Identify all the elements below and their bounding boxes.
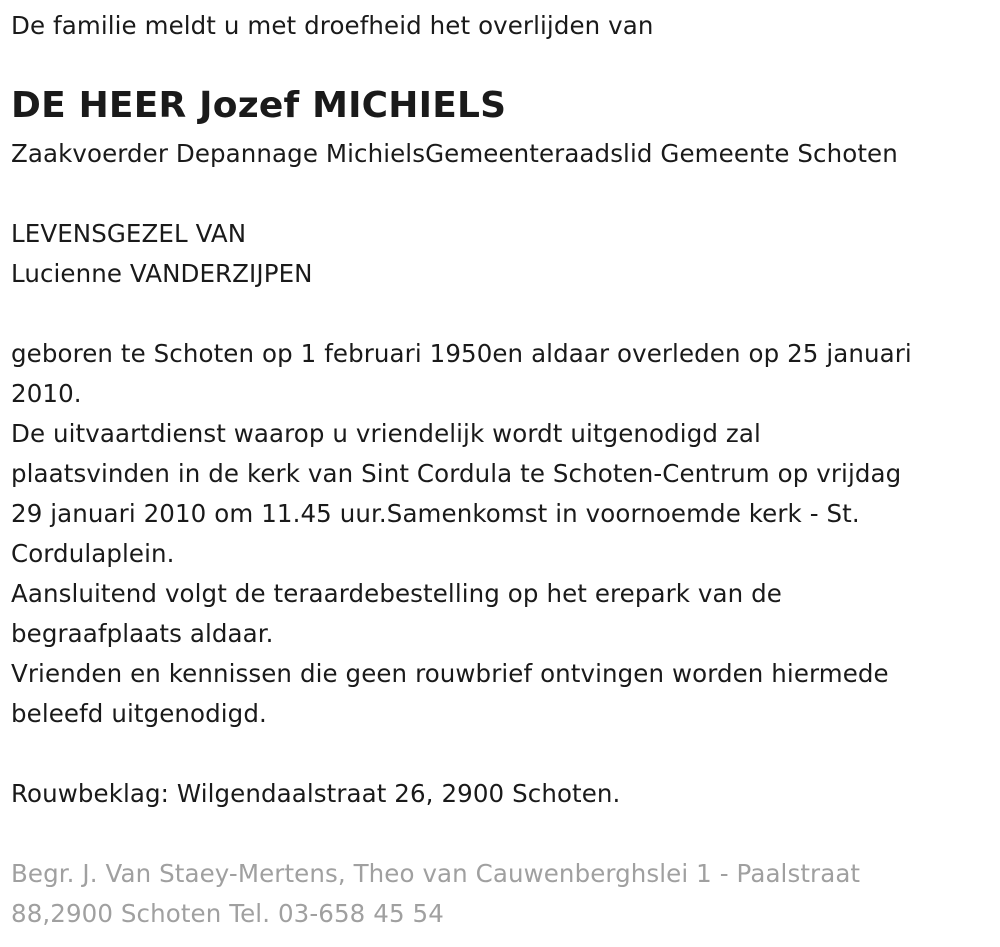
body-line: Aansluitend volgt de teraardebestelling op het erepark van de bbox=[11, 579, 782, 608]
body-line: plaatsvinden in de kerk van Sint Cordula te Schoten-Centrum op vrijdag bbox=[11, 459, 902, 488]
funeral-home-line: Begr. J. Van Staey-Mertens, Theo van Cauwenberghslei 1 - Paalstraat bbox=[11, 859, 861, 888]
intro-text: De familie meldt u met droefheid het overlijden van bbox=[11, 11, 654, 40]
partner-heading: LEVENSGEZEL VAN bbox=[11, 219, 247, 248]
partner-name: Lucienne VANDERZIJPEN bbox=[11, 259, 313, 288]
funeral-home-info bbox=[11, 854, 860, 934]
deceased-name: DE HEER Jozef MICHIELS bbox=[11, 85, 507, 126]
body-line: 2010. bbox=[11, 379, 82, 408]
deceased-titles: Zaakvoerder Depannage MichielsGemeenteraadslid Gemeente Schoten bbox=[11, 139, 898, 168]
body-line: 29 januari 2010 om 11.45 uur.Samenkomst in voornoemde kerk - St. bbox=[11, 499, 860, 528]
notice-body bbox=[11, 334, 912, 734]
body-line: Vrienden en kennissen die geen rouwbrief ontvingen worden hiermede bbox=[11, 659, 889, 688]
partner-block bbox=[11, 214, 313, 294]
condolence-address: Rouwbeklag: Wilgendaalstraat 26, 2900 Schoten. bbox=[11, 779, 621, 808]
body-line: geboren te Schoten op 1 februari 1950en aldaar overleden op 25 januari bbox=[11, 339, 912, 368]
body-line: De uitvaartdienst waarop u vriendelijk wordt uitgenodigd zal bbox=[11, 419, 761, 448]
body-line: Cordulaplein. bbox=[11, 539, 175, 568]
funeral-home-line: 88,2900 Schoten Tel. 03-658 45 54 bbox=[11, 899, 444, 928]
body-line: begraafplaats aldaar. bbox=[11, 619, 274, 648]
body-line: beleefd uitgenodigd. bbox=[11, 699, 267, 728]
